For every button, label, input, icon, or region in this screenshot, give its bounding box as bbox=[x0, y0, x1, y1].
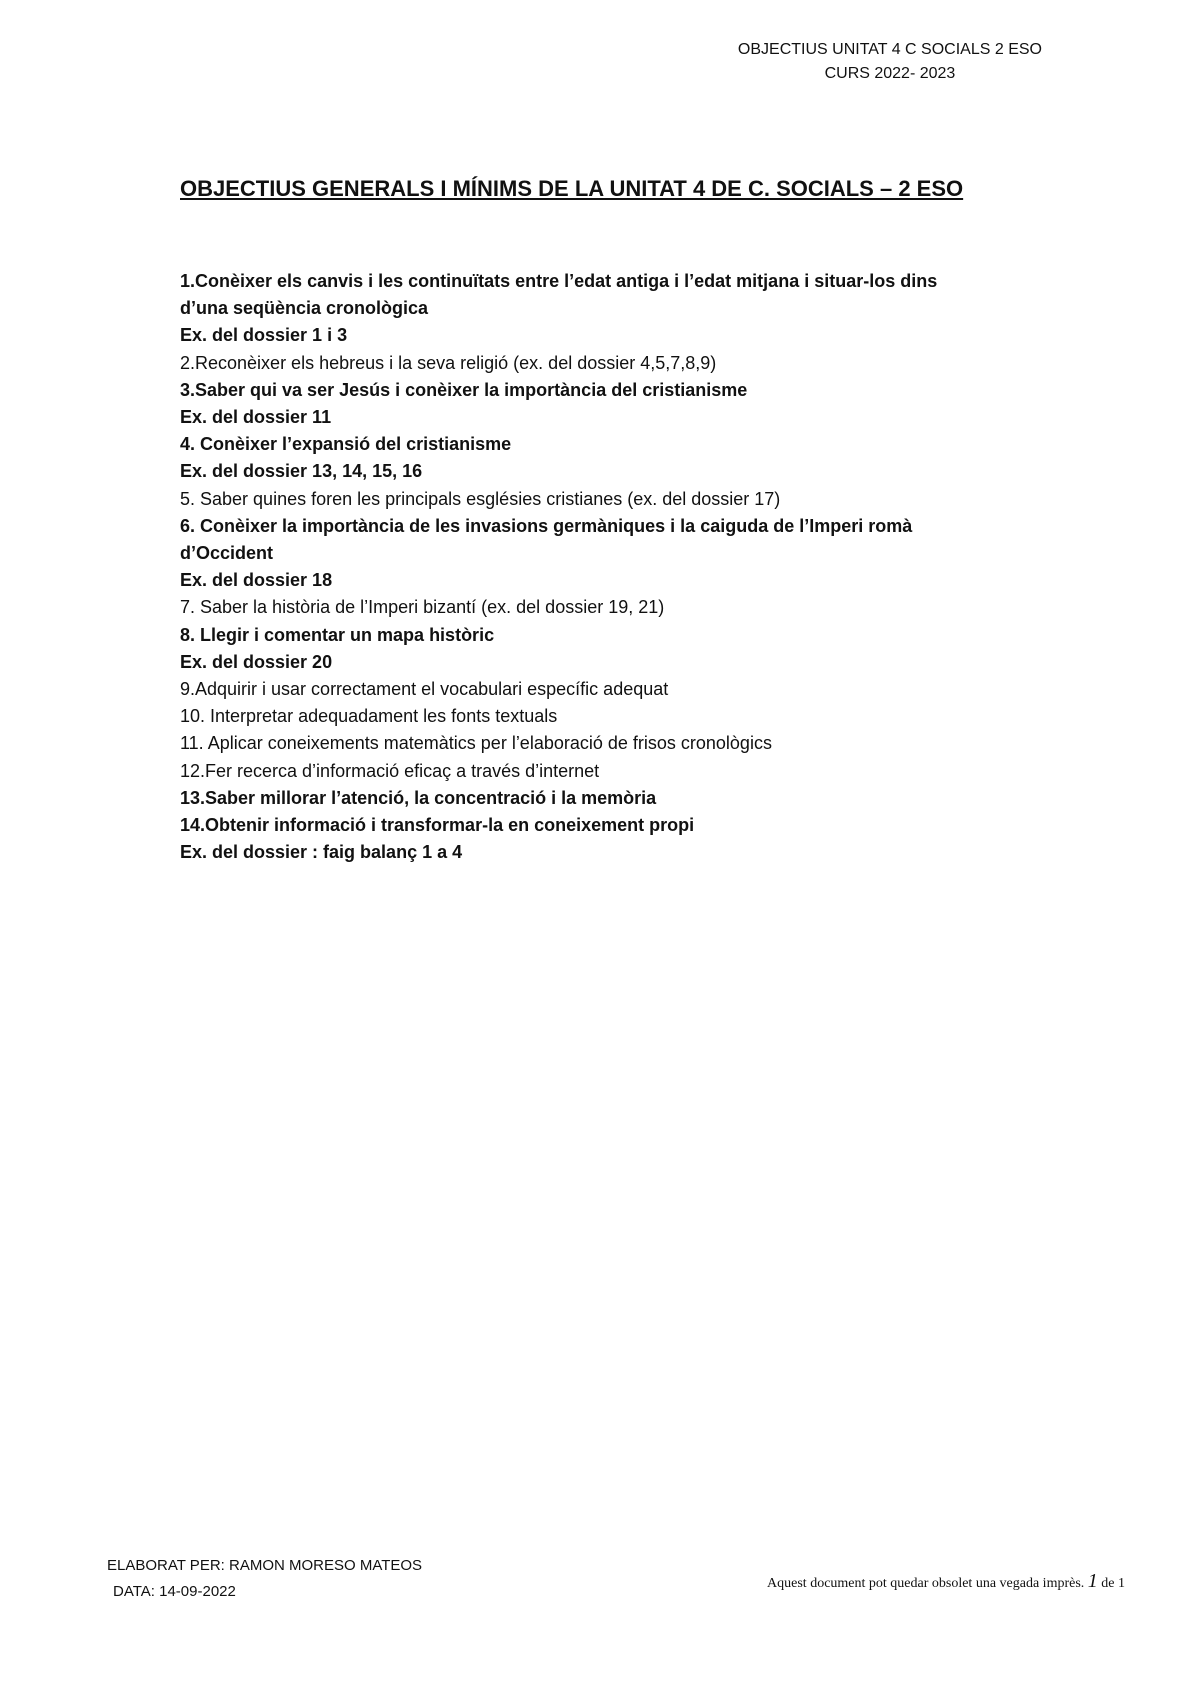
header-unit-title: OBJECTIUS UNITAT 4 C SOCIALS 2 ESO bbox=[737, 41, 1042, 58]
list-item: Ex. del dossier 11 bbox=[180, 407, 332, 428]
list-item: 11. Aplicar coneixements matemàtics per l’elaboració de frisos cronològics bbox=[180, 733, 772, 754]
list-item: Ex. del dossier 13, 14, 15, 16 bbox=[180, 461, 423, 482]
objectives-list bbox=[180, 268, 1040, 866]
list-item: 14.Obtenir informació i transformar-la en coneixement propi bbox=[180, 815, 695, 836]
list-item: 8. Llegir i comentar un mapa històric bbox=[180, 624, 495, 645]
list-item: 5. Saber quines foren les principals esglésies cristianes (ex. del dossier 17) bbox=[180, 488, 781, 509]
list-item: 7. Saber la història de l’Imperi bizantí (ex. del dossier 19, 21) bbox=[180, 597, 665, 618]
list-item: 3.Saber qui va ser Jesús i conèixer la importància del cristianisme bbox=[180, 379, 748, 400]
footer-author-block bbox=[107, 1553, 422, 1605]
footer-notice-block bbox=[767, 1570, 1125, 1593]
list-item: 9.Adquirir i usar correctament el vocabulari específic adequat bbox=[180, 679, 669, 700]
list-item: d’Occident bbox=[180, 543, 274, 564]
list-item: Ex. del dossier 20 bbox=[180, 651, 333, 672]
list-item: 4. Conèixer l’expansió del cristianisme bbox=[180, 434, 512, 455]
header-course-year: CURS 2022- 2023 bbox=[824, 65, 956, 82]
list-item: Ex. del dossier : faig balanç 1 a 4 bbox=[180, 842, 463, 863]
page-number: 1 bbox=[1087, 1570, 1098, 1592]
footer-date: DATA: 14-09-2022 bbox=[113, 1583, 236, 1600]
list-item: 6. Conèixer la importància de les invasions germàniques i la caiguda de l’Imperi romà bbox=[180, 515, 913, 536]
page-title: OBJECTIUS GENERALS I MÍNIMS DE LA UNITAT 4 DE C. SOCIALS – 2 ESO bbox=[180, 176, 964, 201]
list-item: Ex. del dossier 18 bbox=[180, 570, 333, 591]
list-item: 12.Fer recerca d’informació eficaç a través d’internet bbox=[180, 760, 600, 781]
page-total: de 1 bbox=[1101, 1576, 1125, 1591]
list-item: 1.Conèixer els canvis i les continuïtats entre l’edat antiga i l’edat mitjana i situar-los dins bbox=[180, 271, 938, 291]
footer-obsolete-notice: Aquest document pot quedar obsolet una vegada imprès. bbox=[767, 1576, 1085, 1591]
document-header bbox=[738, 38, 1042, 86]
list-item: 2.Reconèixer els hebreus i la seva religió (ex. del dossier 4,5,7,8,9) bbox=[180, 352, 717, 373]
list-item: 13.Saber millorar l’atenció, la concentració i la memòria bbox=[180, 787, 657, 808]
footer-author: ELABORAT PER: RAMON MORESO MATEOS bbox=[107, 1557, 423, 1574]
list-item: d’una seqüència cronològica bbox=[180, 298, 429, 319]
list-item: 10. Interpretar adequadament les fonts textuals bbox=[180, 706, 558, 727]
list-item: Ex. del dossier 1 i 3 bbox=[180, 325, 348, 346]
